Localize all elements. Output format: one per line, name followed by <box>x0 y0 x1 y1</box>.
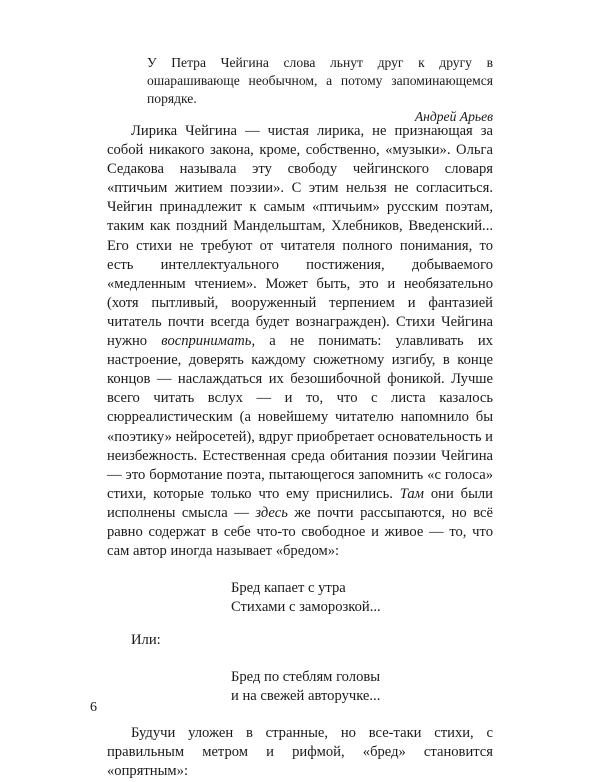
verse-line: Бред капает с утра <box>231 580 346 597</box>
epigraph-text: У Петра Чейгина слова льнут друг к другу в ошарашивающе необычном, а потому запоминающемся порядке. <box>147 55 493 106</box>
epigraph <box>147 54 493 126</box>
main-text <box>107 122 493 782</box>
paragraph-closing: Будучи уложен в странные, но все-таки стихи, с правильным метром и рифмой, «бред» становится «опрятным»: <box>107 725 493 780</box>
paragraph-main <box>107 122 493 561</box>
verse-line: Бред по стеблям головы <box>231 669 381 686</box>
emphasis-text: Там <box>399 485 424 502</box>
epigraph-author: Андрей Арьев <box>414 109 493 124</box>
verse-line: и на свежей авторучке... <box>231 688 381 705</box>
verse-quote-1 <box>231 579 493 617</box>
emphasis-text: здесь <box>255 504 288 521</box>
verse-quote-2 <box>231 668 493 706</box>
connector-text: Или: <box>131 632 161 649</box>
paragraph-text: они были исполнены смысла — <box>107 485 493 521</box>
page-number: 6 <box>90 700 97 715</box>
paragraph-text: , а не понимать: улавливать их настроение, доверять каждому сюжетному изгибу, в конце концов — наслаждаться их безошибочной фоникой. Лучше всего читать вслух — и то, что с листа казалось сюрреалистическим (а новейшему читателю напомнило бы «поэтику» нейросетей), вдруг приобретает основательность и неизбежность. Естественная среда обитания поэзии Чейгина — это бормотание поэта, пытающегося запомнить «с голоса» стихи, которые только что ему приснились. <box>107 333 493 502</box>
paragraph-text: же почти рассыпаются, но всё равно содержат в себе что-то свободное и живое — то, что сам автор иногда называет «бредом»: <box>107 504 493 560</box>
emphasis-text: воспринимать <box>161 333 252 350</box>
verse-line: Стихами с заморозкой... <box>231 599 381 616</box>
paragraph-text: Лирика Чейгина — чистая лирика, не признающая за собой никакого закона, кроме, собственно, «музыки». Ольга Седакова называла эту свободу чейгинского словаря «птичьим житием поэзии». С этим нельзя не согласиться. Чейгин принадлежит к самым «птичьим» русским поэтам, таким как поздний Мандельштам, Хлебников, Введенский... Его стихи не требуют от читателя полного понимания, то есть интеллектуального постижения, добываемого «медленным чтением». Может быть, это и необязательно (хотя пытливый, вооруженный терпением и фантазией читатель почти всегда будет вознагражден). Стихи Чейгина нужно <box>107 123 493 350</box>
